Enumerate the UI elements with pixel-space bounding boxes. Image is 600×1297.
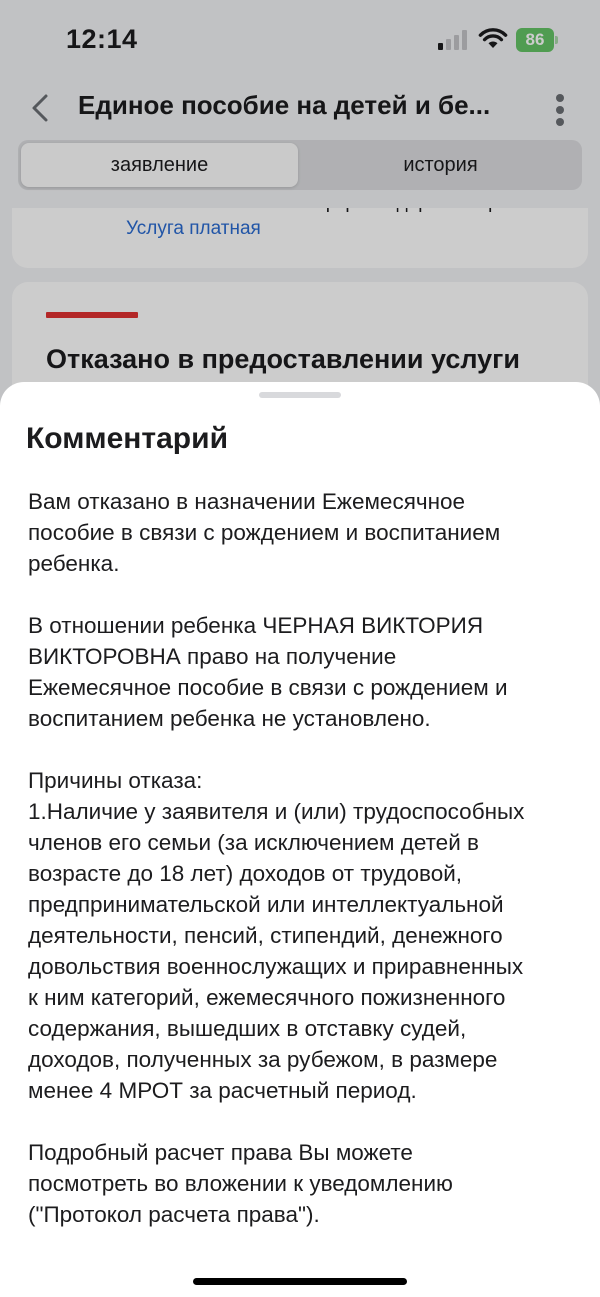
comment-line: Ежемесячное пособие в связи с рождением и — [28, 675, 508, 700]
sheet-title: Комментарий — [26, 422, 229, 455]
comment-line: Вам отказано в назначении Ежемесячное — [28, 489, 466, 514]
comment-line: возрасте до 18 лет) доходов от трудовой, — [28, 861, 463, 886]
comment-text — [28, 486, 576, 1230]
comment-paragraph — [28, 765, 576, 1106]
comment-line: Причины отказа: — [28, 768, 203, 793]
status-time: 12:14 — [66, 24, 138, 54]
comment-line: 1.Наличие у заявителя и (или) трудоспособных — [28, 799, 525, 824]
tab-history[interactable]: история — [403, 154, 478, 176]
comment-bottom-sheet — [0, 382, 600, 1297]
comment-line: Подробный расчет права Вы можете — [28, 1140, 413, 1165]
sheet-grabber-handle[interactable] — [259, 392, 341, 398]
paid-service-link[interactable]: Услуга платная — [126, 218, 261, 239]
comment-paragraph — [28, 1137, 576, 1230]
comment-paragraph — [28, 486, 576, 579]
comment-line: посмотреть во вложении к уведомлению — [28, 1171, 453, 1196]
comment-line: членов его семьи (за исключением детей в — [28, 830, 479, 855]
tab-application[interactable]: заявление — [21, 143, 298, 187]
comment-line: В отношении ребенка ЧЕРНАЯ ВИКТОРИЯ — [28, 613, 484, 638]
comment-line: деятельности, пенсий, стипендий, денежного — [28, 923, 503, 948]
comment-line: ВИКТОРОВНА право на получение — [28, 644, 397, 669]
comment-paragraph — [28, 610, 576, 734]
comment-line: содержания, вышедших в отставку судей, — [28, 1016, 467, 1041]
comment-line: доходов, полученных за рубежом, в размере — [28, 1047, 498, 1072]
comment-line: ("Протокол расчета права"). — [28, 1202, 320, 1227]
comment-line: менее 4 МРОТ за расчетный период. — [28, 1078, 417, 1103]
comment-line: воспитанием ребенка не установлено. — [28, 706, 431, 731]
comment-line: предпринимательской или интеллектуальной — [28, 892, 504, 917]
comment-line: ребенка. — [28, 551, 120, 576]
status-title: Отказано в предоставлении услуги — [46, 344, 520, 374]
battery-level: 86 — [516, 28, 554, 52]
comment-line: к ним категорий, ежемесячного пожизненного — [28, 985, 506, 1010]
comment-line: довольствия военнослужащих и приравненных — [28, 954, 524, 979]
page-title: Единое пособие на детей и бе... — [78, 90, 491, 120]
comment-line: пособие в связи с рождением и воспитанием — [28, 520, 501, 545]
home-indicator[interactable] — [193, 1278, 407, 1285]
